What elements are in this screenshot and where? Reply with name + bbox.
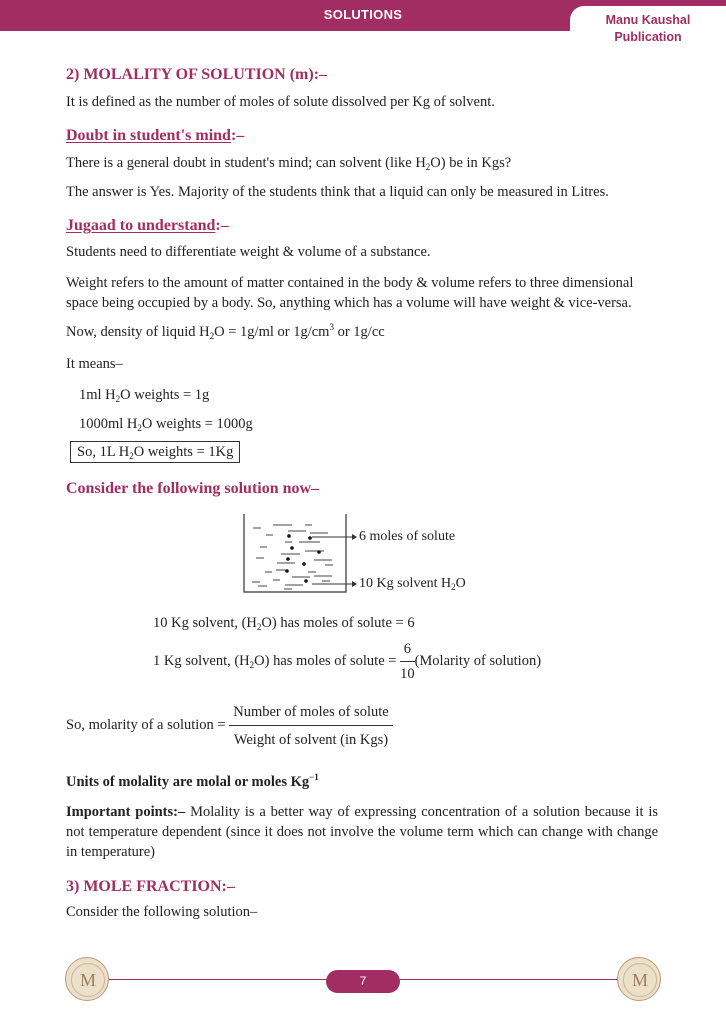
seal-logo-right xyxy=(617,957,661,1001)
publisher-tab xyxy=(570,6,726,52)
calc-part: (Molarity of solution) xyxy=(414,653,542,669)
diagram-arrows xyxy=(310,530,358,590)
superscript: −1 xyxy=(309,772,319,782)
seal-letter: M xyxy=(623,963,657,997)
publisher-line-1: Manu Kaushal xyxy=(605,13,691,27)
solute-arrow-head xyxy=(352,534,357,540)
consider-heading: Consider the following solution now– xyxy=(66,480,320,497)
molality-definition: It is defined as the number of moles of solute dissolved per Kg of solvent. xyxy=(66,94,495,110)
jugaad-heading xyxy=(66,216,229,236)
publisher-line-2: Publication xyxy=(614,30,682,44)
doubt-heading-text: Doubt in student's mind xyxy=(66,127,231,144)
fraction-denominator: 10 xyxy=(400,666,415,683)
calc-line-2 xyxy=(153,636,541,686)
seal-logo-left xyxy=(65,957,109,1001)
jugaad-heading-suffix: :– xyxy=(215,217,229,234)
equation-1 xyxy=(79,385,209,405)
doubt-text-part: O) be in Kgs? xyxy=(430,155,512,171)
calc-part: 10 Kg solvent, (H xyxy=(153,615,257,631)
subscript: 2 xyxy=(137,423,142,433)
density-part: O = 1g/ml or 1g/cm xyxy=(214,324,330,340)
doubt-heading-suffix: :– xyxy=(230,127,245,144)
section-heading-mole-fraction: 3) MOLE FRACTION:– xyxy=(66,878,235,895)
doubt-text-part: There is a general doubt in student's mind; can solvent (like H xyxy=(66,155,426,171)
important-points xyxy=(66,802,658,862)
subscript: 2 xyxy=(451,582,456,592)
subscript: 2 xyxy=(425,162,431,172)
calc-line-1 xyxy=(153,613,415,633)
important-label: Important points:– xyxy=(66,804,186,820)
density-part: Now, density of liquid H xyxy=(66,324,210,340)
fraction-numerator: 6 xyxy=(400,640,415,662)
mole-fraction-intro: Consider the following solution– xyxy=(66,904,258,920)
section-heading-molality: 2) MOLALITY OF SOLUTION (m):– xyxy=(66,66,328,83)
boxed-equation xyxy=(70,441,240,463)
density-line xyxy=(66,322,385,342)
seal-letter: M xyxy=(71,963,105,997)
fraction xyxy=(400,640,415,683)
page-number: 7 xyxy=(326,970,400,993)
subscript: 2 xyxy=(249,660,255,670)
important-text: Molality is a better way of expressing concentration of a solution because it is not temperature dependent (since it does not involve the volume term which can change with change in temperature) xyxy=(66,804,658,860)
units-statement xyxy=(66,772,319,792)
jugaad-text-1: Students need to differentiate weight & volume of a substance. xyxy=(66,244,431,260)
eq-part: O weights = 1g xyxy=(120,387,210,403)
subscript: 2 xyxy=(129,451,134,461)
footer-line-right xyxy=(400,979,620,980)
diagram-label-solute: 6 moles of solute xyxy=(359,529,456,544)
subscript: 2 xyxy=(256,622,262,632)
formula-fraction xyxy=(229,703,392,749)
jugaad-text-2: Weight refers to the amount of matter contained in the body & volume refers to three dimensional space being occupied by a body. So, anything which has a volume will have weight & vice-versa. xyxy=(66,275,634,311)
eq-part: 1ml H xyxy=(79,387,116,403)
doubt-text xyxy=(66,153,511,173)
footer-line-left xyxy=(106,979,326,980)
doubt-heading xyxy=(66,126,244,146)
units-text: Units of molality are molal or moles Kg xyxy=(66,774,310,790)
subscript: 2 xyxy=(115,394,121,404)
eq-part: So, 1L H xyxy=(77,444,130,460)
diagram-label-solvent xyxy=(359,574,466,594)
publisher-name xyxy=(570,12,726,46)
eq-part: 1000ml H xyxy=(79,416,138,432)
equation-2 xyxy=(79,414,253,434)
calc-part: 1 Kg solvent, (H xyxy=(153,653,250,669)
molality-formula xyxy=(66,700,393,750)
superscript: 3 xyxy=(329,322,334,332)
calc-part: O) has moles of solute = xyxy=(254,653,401,669)
eq-part: O weights = 1Kg xyxy=(133,444,234,460)
subscript: 2 xyxy=(209,331,215,341)
label-part: 10 Kg solvent H xyxy=(359,576,452,591)
eq-part: O weights = 1000g xyxy=(141,416,253,432)
formula-denominator: Weight of solvent (in Kgs) xyxy=(233,731,389,748)
calc-part: O) has moles of solute = 6 xyxy=(261,615,415,631)
jugaad-heading-text: Jugaad to understand xyxy=(66,217,216,234)
chapter-title: SOLUTIONS xyxy=(323,7,403,22)
formula-lhs: So, molarity of a solution = xyxy=(66,717,230,733)
it-means: It means– xyxy=(66,356,123,372)
label-part: O xyxy=(455,576,466,591)
density-part: or 1g/cc xyxy=(333,324,385,340)
answer-text: The answer is Yes. Majority of the students think that a liquid can only be measured in Litres. xyxy=(66,184,609,200)
formula-numerator: Number of moles of solute xyxy=(229,703,392,726)
solvent-arrow-head xyxy=(352,581,357,587)
